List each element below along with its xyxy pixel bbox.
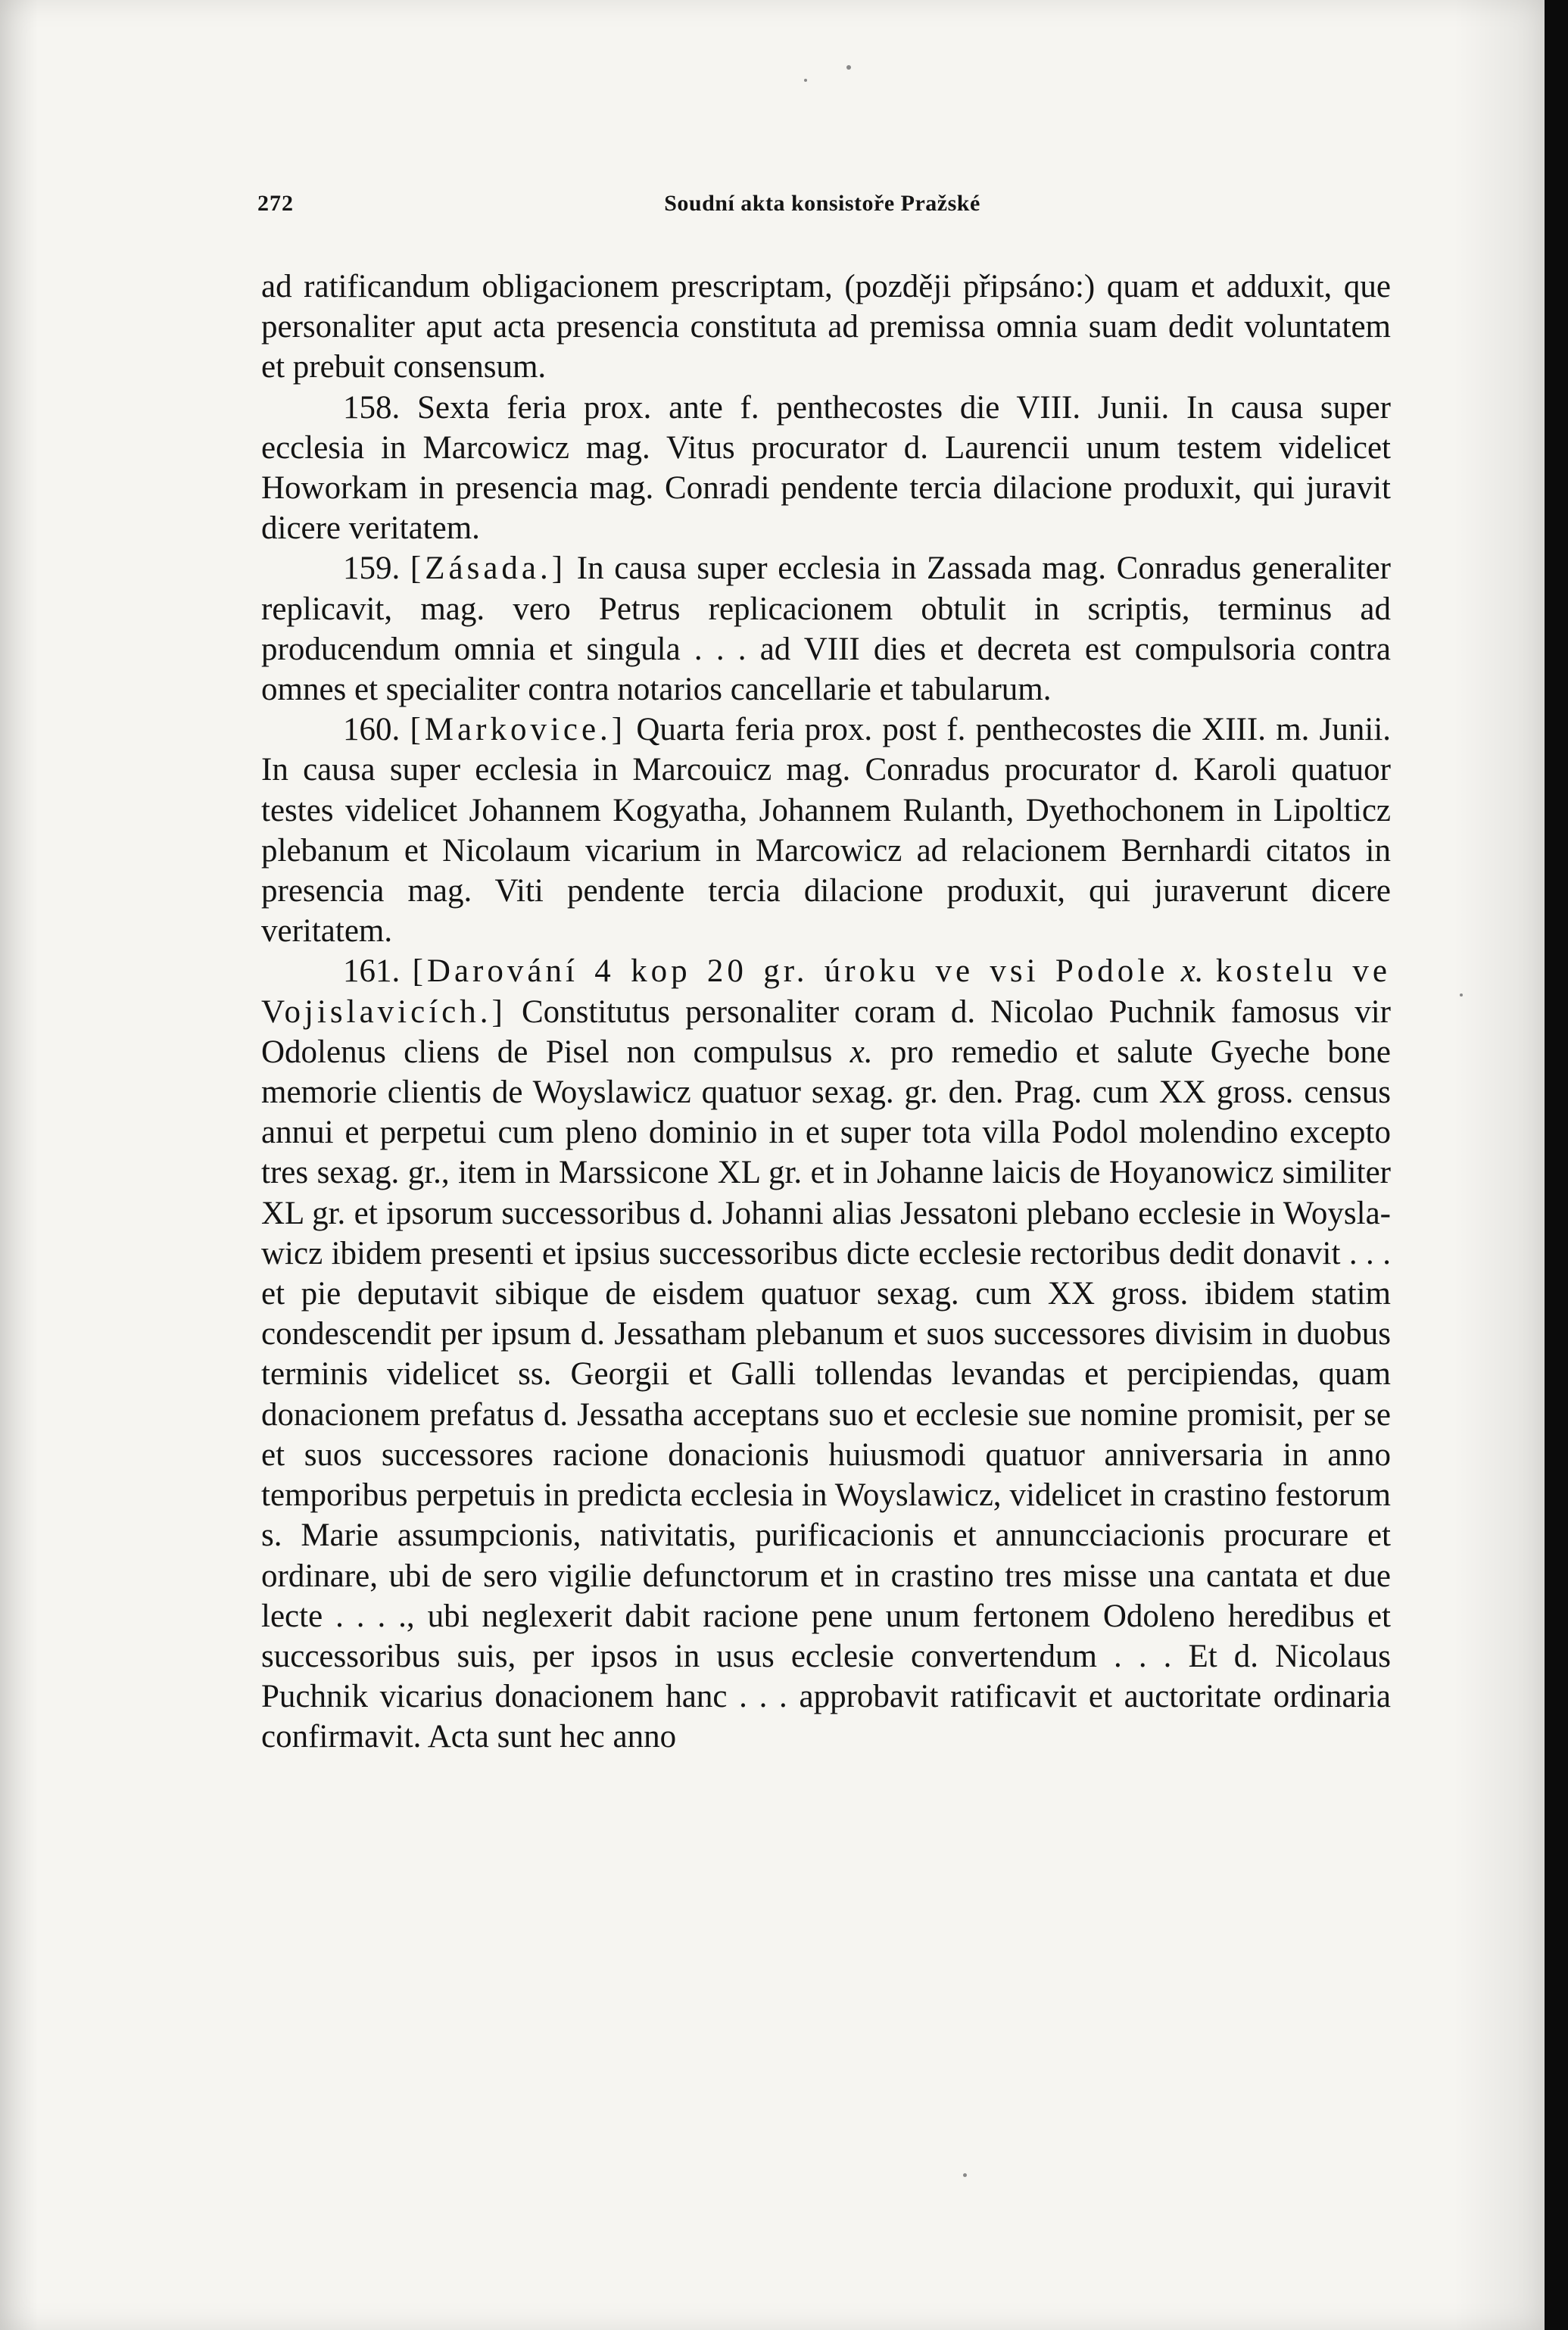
paper-speck <box>846 65 851 70</box>
entry-161 <box>261 951 1391 1757</box>
page-spine-shadow <box>0 0 38 2330</box>
paper-speck <box>1460 993 1463 997</box>
entry-number: 161. <box>343 953 401 990</box>
entry-heading: [Darování 4 kop 20 gr. úroku ve vsi Podole <box>412 953 1169 990</box>
entry-159 <box>261 548 1391 710</box>
entry-text: pro remedio et salute Gyeche bone memorie clientis de Woyslawicz quatuor sexag. gr. den. Prag. cum XX gross. census annui et perpetui cum pleno dominio in et super tota villa Podol molendino excepto tres sexag. gr., item in Marssicone XL gr. et in Johanne laicis de Hoyanowicz similiter XL gr. et ipsorum successoribus d. Johanni alias Jessatoni plebano ecclesie in Woyslawicz ibidem presenti et ipsius successoribus dicte ecclesie rectoribus dedit donavit . . . et pie deputavit sibique de eisdem quatuor sexag. cum XX gross. ibidem statim condescendit per ipsum d. Jessatham plebanum et suos successores divisim in duobus terminis videlicet ss. Georgii et Galli tollendas levandas et percipiendas, quam donacionem prefatus d. Jessatha acceptans suo et ecclesie sue nomine promisit, per se et suos successores racione donacionis huiusmodi quatuor anniversaria in anno temporibus perpetuis in predicta ecclesia in Woyslawicz, videlicet in crastino festorum s. Marie assumpcionis, nativitatis, purificacionis et annuncciacionis procurare et ordinare, ubi de sero vigilie defunctorum et in crastino tres misse una cantata et due lecte . . . ., ubi neglexerit dabit racione pene unum fertonem Odoleno heredibus et successoribus suis, per ipsos in usus ecclesie convertendum . . . Et d. Nicolaus Puchnik vicarius donacionem hanc . . . approbavit ratificavit et auctoritate ordinaria confirmavit. Acta sunt hec anno <box>261 1034 1391 1755</box>
entry-heading: kostelu ve Vojislavicích.] <box>261 953 1392 1030</box>
body-text <box>261 267 1391 1758</box>
entry-160 <box>261 710 1391 951</box>
paper-speck <box>804 79 807 82</box>
entry-text: Quarta feria prox. post f. penthecostes die XIII. m. Junii. In causa super ecclesia in Marcouicz mag. Conradus procurator d. Karoli quatuor testes videlicet Johannem Kogyatha, Johannem Rulanth, Dyethochonem in Lipolticz plebanum et Nicolaum vicarium in Marcowicz ad relacionem Bernhardi citatos in presencia mag. Viti pendente tercia dilacione produxit, qui juraverunt dicere veritatem. <box>261 712 1392 950</box>
running-title: Soudní akta konsistoře Pražské <box>664 191 980 216</box>
entry-number: 158. <box>343 389 401 426</box>
page-header <box>257 191 1387 229</box>
entry-158 <box>261 388 1391 549</box>
entry-heading: [Markovice.] <box>410 712 627 748</box>
entry-text-abbrev: x. <box>849 1034 873 1070</box>
entry-heading: [Zásada.] <box>410 551 567 587</box>
page-edge-shadow <box>1454 0 1545 2330</box>
intro-text: ad ratificandum obligacionem prescriptam, (později připsáno:) quam et adduxit, que personaliter aput acta presencia constituta ad premissa omnia suam dedit voluntatem et prebuit consensum. <box>261 269 1391 385</box>
paper-speck <box>963 2173 967 2177</box>
entry-heading-abbrev: x. <box>1180 953 1204 990</box>
entry-text: Sexta feria prox. ante f. penthecostes die VIII. Junii. In causa super ecclesia in Marcowicz mag. Vitus procurator d. Laurencii unum testem videlicet Howorkam in presencia mag. Conradi pendente tercia dilacione produxit, qui juravit dicere veritatem. <box>261 389 1391 547</box>
entry-text: In causa super ecclesia in Zassada mag. Conradus generaliter replicavit, mag. vero Petrus replicacionem obtulit in scriptis, terminus ad producendum omnia et singula . . . ad VIII dies et decreta est compulsoria contra omnes et specialiter contra notarios cancellarie et tabularum. <box>261 551 1391 708</box>
intro-paragraph <box>261 267 1391 388</box>
entry-number: 159. <box>343 551 401 587</box>
entry-text: Constitutus personaliter coram d. Nicolao Puchnik famosus vir Odolenus cliens de Pisel non compulsus <box>261 993 1391 1070</box>
entry-number: 160. <box>343 712 401 748</box>
page-number: 272 <box>257 191 294 216</box>
